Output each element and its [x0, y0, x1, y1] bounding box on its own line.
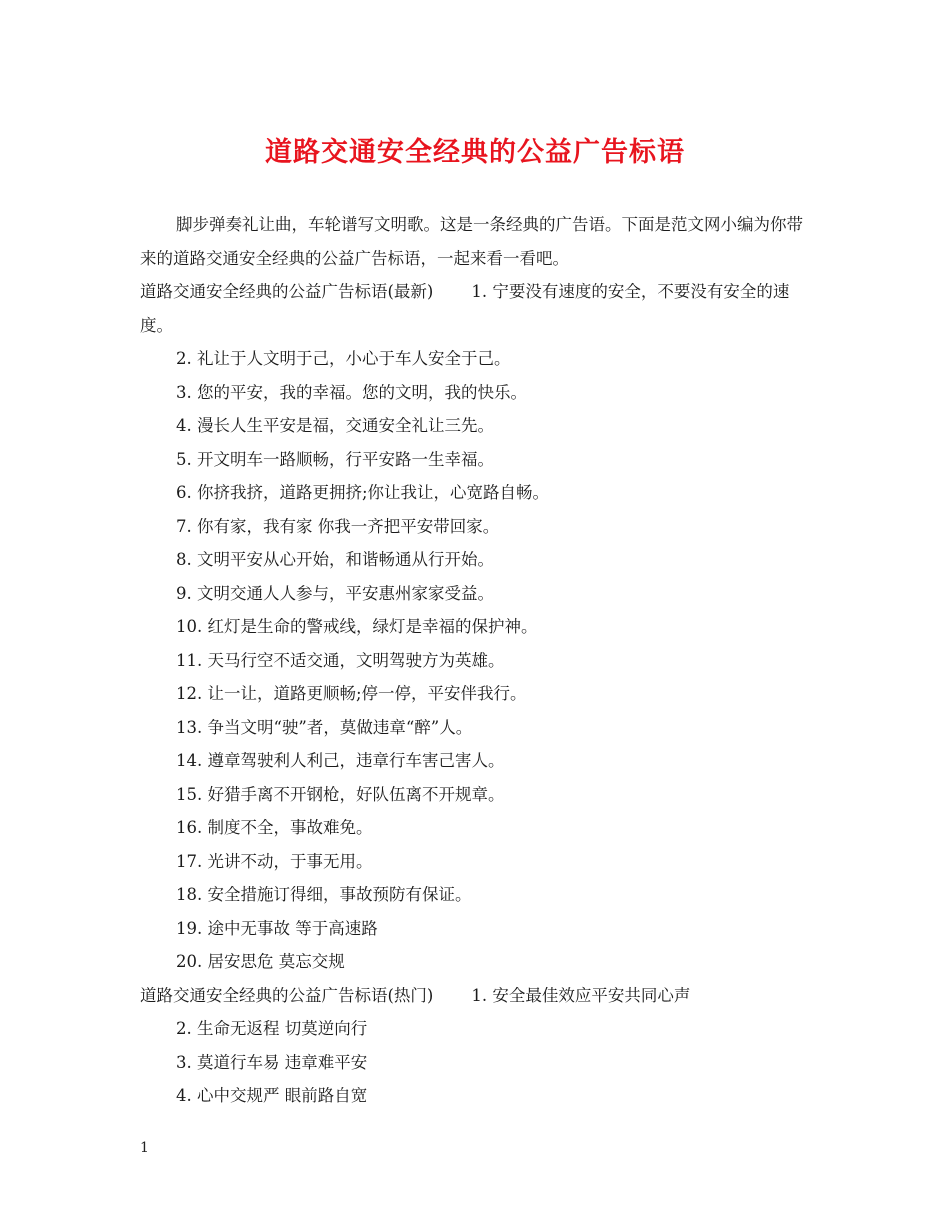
list-item: 19. 途中无事故 等于高速路	[176, 918, 378, 938]
list-item: 5. 开文明车一路顺畅，行平安路一生幸福。	[176, 449, 494, 469]
section-hot-heading: 道路交通安全经典的公益广告标语(热门)	[140, 985, 434, 1005]
section-latest-list	[140, 342, 812, 979]
list-item: 17. 光讲不动，于事无用。	[176, 851, 373, 871]
list-item: 6. 你挤我挤，道路更拥挤;你让我让，心宽路自畅。	[176, 483, 550, 502]
list-item: 2. 生命无返程 切莫逆向行	[176, 1019, 368, 1038]
section-latest-heading: 道路交通安全经典的公益广告标语(最新)	[140, 282, 434, 301]
list-item: 14. 遵章驾驶利人利己，违章行车害己害人。	[176, 751, 505, 770]
list-item: 3. 您的平安，我的幸福。您的文明，我的快乐。	[176, 382, 527, 402]
list-item: 10. 红灯是生命的警戒线，绿灯是幸福的保护神。	[176, 617, 538, 636]
list-item: 3. 莫道行车易 违章难平安	[176, 1052, 368, 1072]
document-body	[140, 208, 812, 1113]
list-item: 18. 安全措施订得细，事故预防有保证。	[176, 885, 472, 904]
section-hot-item-1: 1. 安全最佳效应平安共同心声	[471, 985, 691, 1005]
list-item: 7. 你有家，我有家 你我一齐把平安带回家。	[176, 516, 500, 536]
list-item: 11. 天马行空不适交通，文明驾驶方为英雄。	[176, 650, 505, 670]
list-item: 20. 居安思危 莫忘交规	[176, 952, 345, 971]
list-item: 4. 漫长人生平安是福，交通安全礼让三先。	[176, 416, 494, 435]
list-item: 4. 心中交规严 眼前路自宽	[176, 1086, 368, 1105]
list-item: 16. 制度不全，事故难免。	[176, 818, 373, 837]
intro-paragraph: 脚步弹奏礼让曲，车轮谱写文明歌。这是一条经典的广告语。下面是范文网小编为你带来的道路交通安全经典的公益广告标语，一起来看一看吧。	[140, 215, 803, 268]
page-number: 1	[140, 1140, 149, 1156]
list-item: 8. 文明平安从心开始，和谐畅通从行开始。	[176, 550, 494, 569]
section-latest-item-1: 1. 宁要没有速度的安全，不要没有安全的速度。	[140, 282, 790, 335]
list-item: 2. 礼让于人文明于己，小心于车人安全于己。	[176, 349, 511, 368]
list-item: 12. 让一让，道路更顺畅;停一停，平安伴我行。	[176, 684, 527, 703]
list-item: 13. 争当文明“驶”者，莫做违章“醉”人。	[176, 717, 473, 737]
document-title: 道路交通安全经典的公益广告标语	[265, 137, 685, 168]
section-latest-heading-line	[140, 275, 812, 342]
list-item: 9. 文明交通人人参与，平安惠州家家受益。	[176, 583, 494, 603]
section-hot-heading-line	[140, 979, 812, 1013]
list-item: 15. 好猎手离不开钢枪，好队伍离不开规章。	[176, 784, 505, 804]
section-hot-list	[140, 1012, 812, 1113]
